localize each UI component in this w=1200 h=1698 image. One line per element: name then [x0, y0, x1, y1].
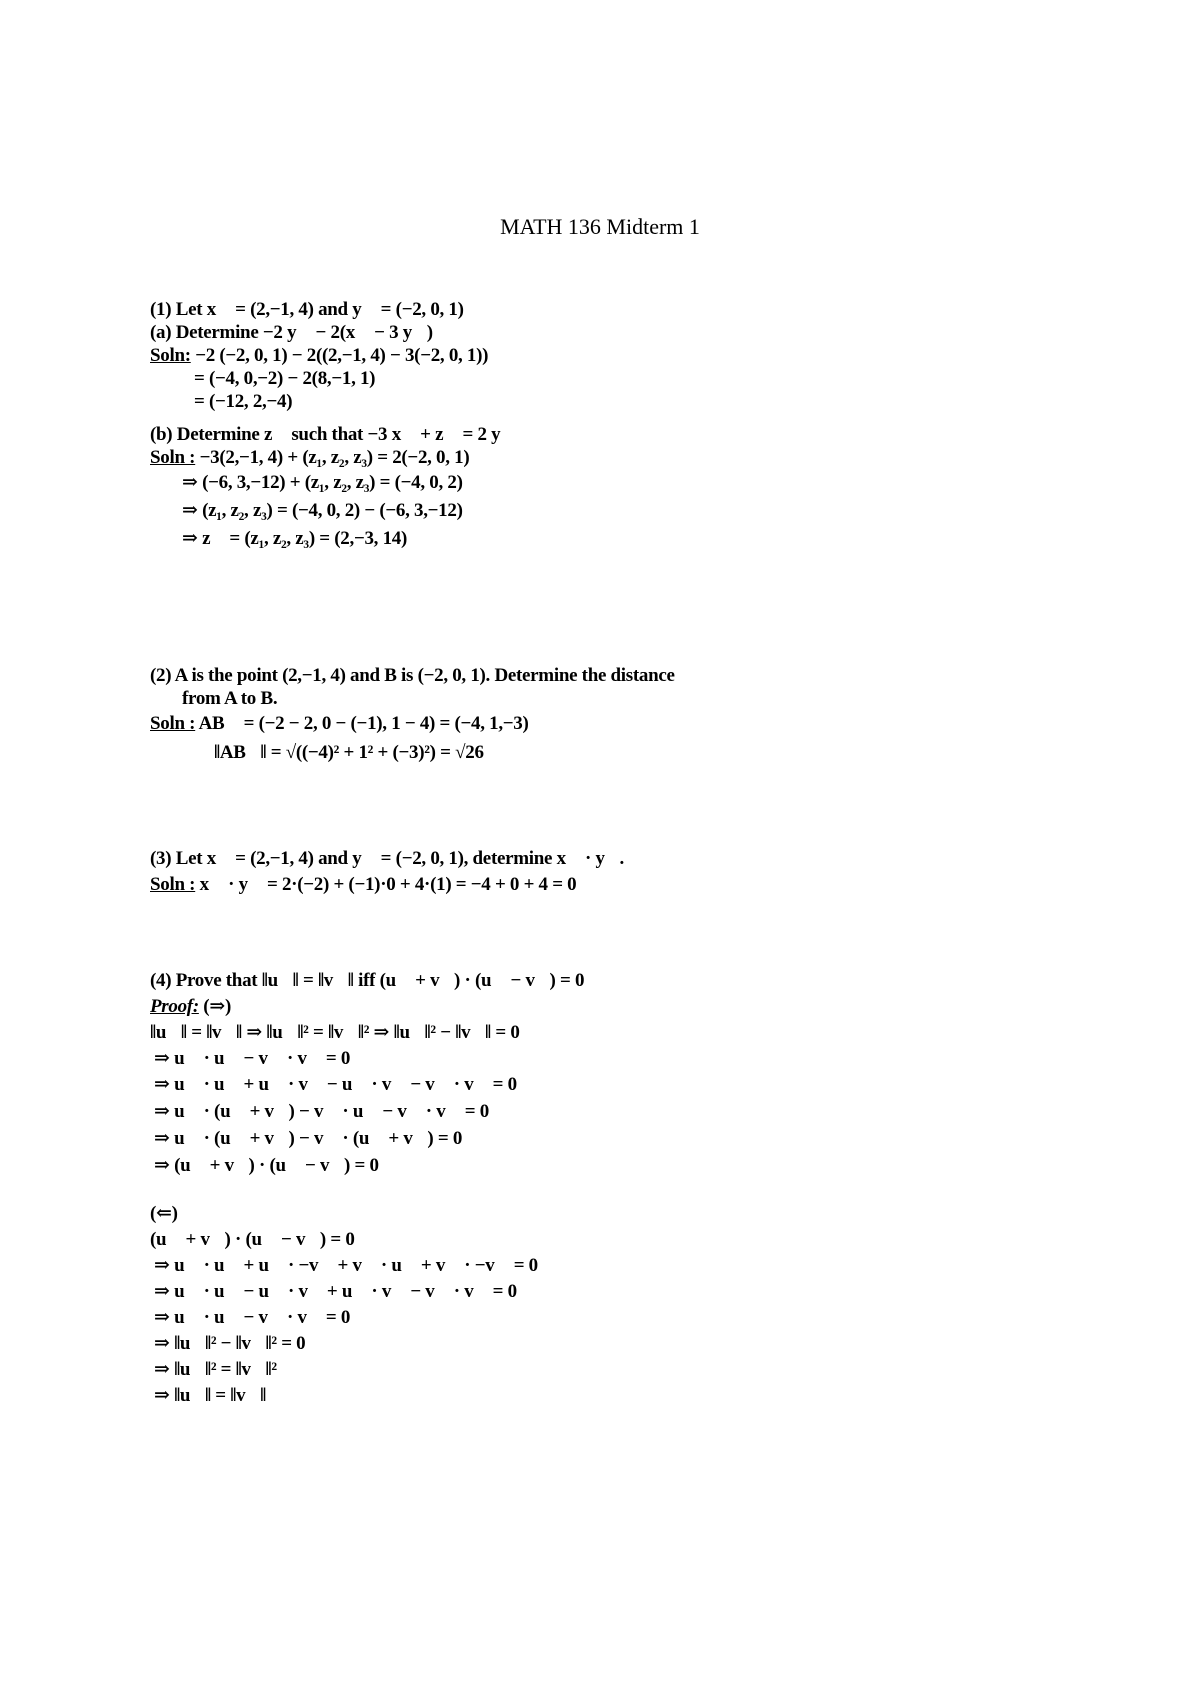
solution-label: Soln :	[150, 874, 196, 895]
proof-label: Proof:	[150, 996, 199, 1017]
q1b-solution-line-1	[150, 446, 1050, 469]
q3-solution-text: x⃗ · y⃗ = 2·(−2) + (−1)·0 + 4·(1) = −4 + 0 + 4 = 0	[195, 874, 577, 895]
solution-label: Soln:	[150, 345, 191, 366]
q4-forward-line-1: ‖u⃗‖ = ‖v⃗‖ ⇒ ‖u⃗‖² = ‖v⃗‖² ⇒ ‖u⃗‖² − ‖v⃗‖ = 0	[150, 1022, 520, 1043]
question-1	[150, 298, 1050, 553]
backward-direction-mark: (⇐)	[150, 1203, 178, 1224]
q2-solution-line-1	[150, 710, 1050, 738]
q2-solution-line-2: ‖AB⃗‖ = √((−4)² + 1² + (−3)²) = √26	[214, 742, 484, 763]
q4-forward-line-3: ⇒ u⃗ · u⃗ + u⃗ · v⃗ − u⃗ · v⃗ − v⃗ · v⃗ = 0	[154, 1074, 517, 1095]
q4-proof-label-line	[150, 994, 1050, 1020]
q2-solution-text: AB⃗ = (−2 − 2, 0 − (−1), 1 − 4) = (−4, 1,−3)	[195, 713, 529, 734]
q4-forward-line-4: ⇒ u⃗ · (u⃗ + v⃗) − v⃗ · u⃗ − v⃗ · v⃗ = 0	[154, 1101, 489, 1122]
q3-solution-line-1	[150, 872, 1050, 898]
q2-statement-line-2: from A to B.	[182, 688, 278, 709]
q4-forward-line-5: ⇒ u⃗ · (u⃗ + v⃗) − v⃗ · (u⃗ + v⃗) = 0	[154, 1128, 463, 1149]
q1a-solution-text: −2 (−2, 0, 1) − 2((2,−1, 4) − 3(−2, 0, 1))	[190, 345, 489, 366]
q4-statement: (4) Prove that ‖u⃗‖ = ‖v⃗‖ iff (u⃗ + v⃗) · (u⃗ − v⃗) = 0	[150, 970, 585, 991]
solution-label: Soln :	[150, 447, 196, 468]
q4-backward-line-7: ⇒ ‖u⃗‖ = ‖v⃗‖	[154, 1385, 266, 1406]
q1b-statement: (b) Determine z⃗ such that −3 x⃗ + z⃗ = 2 y⃗	[150, 424, 516, 445]
q3-statement: (3) Let x⃗ = (2,−1, 4) and y⃗ = (−2, 0, 1), determine x⃗ · y⃗.	[150, 848, 624, 869]
q1a-solution-line-1	[150, 344, 1050, 367]
q4-backward-line-1: (u⃗ + v⃗) · (u⃗ − v⃗) = 0	[150, 1229, 355, 1250]
q4-backward-line-5: ⇒ ‖u⃗‖² − ‖v⃗‖² = 0	[154, 1333, 306, 1354]
q1a-solution-line-3: = (−12, 2,−4)	[194, 391, 293, 412]
q1a-statement: (a) Determine −2 y⃗ − 2(x⃗ − 3 y⃗)	[150, 322, 433, 343]
q1-statement: (1) Let x⃗ = (2,−1, 4) and y⃗ = (−2, 0, 1)	[150, 299, 464, 320]
forward-direction-mark: (⇒)	[198, 996, 231, 1017]
q4-backward-line-3: ⇒ u⃗ · u⃗ − u⃗ · v⃗ + u⃗ · v⃗ − v⃗ · v⃗ = 0	[154, 1281, 517, 1302]
q1a-solution-line-2: = (−4, 0,−2) − 2(8,−1, 1)	[194, 368, 376, 389]
solution-label: Soln :	[150, 713, 196, 734]
q4-backward-line-6: ⇒ ‖u⃗‖² = ‖v⃗‖²	[154, 1359, 277, 1380]
q4-backward-line-2: ⇒ u⃗ · u⃗ + u⃗ · −v⃗ + v⃗ · u⃗ + v⃗ · −v⃗ = 0	[154, 1255, 538, 1276]
question-2	[150, 664, 1050, 768]
q4-forward-line-2: ⇒ u⃗ · u⃗ − v⃗ · v⃗ = 0	[154, 1048, 351, 1069]
q4-backward-line-4: ⇒ u⃗ · u⃗ − v⃗ · v⃗ = 0	[154, 1307, 351, 1328]
document-title: MATH 136 Midterm 1	[500, 214, 700, 239]
q1b-solution-line-3: ⇒ (z₁, z₂, z₃) = (−4, 0, 2) − (−6, 3,−12)	[182, 500, 463, 521]
q4-forward-line-6: ⇒ (u⃗ + v⃗) · (u⃗ − v⃗) = 0	[154, 1155, 379, 1176]
question-3	[150, 846, 1050, 898]
q1b-solution-text: −3(2,−1, 4) + (z₁, z₂, z₃) = 2(−2, 0, 1)	[195, 447, 470, 468]
q2-statement-line-1: (2) A is the point (2,−1, 4) and B is (−2, 0, 1). Determine the distance	[150, 665, 675, 686]
q1b-solution-line-2: ⇒ (−6, 3,−12) + (z₁, z₂, z₃) = (−4, 0, 2)	[182, 472, 463, 493]
q1b-solution-line-4: ⇒ z⃗ = (z₁, z₂, z₃) = (2,−3, 14)	[182, 528, 408, 549]
question-4	[150, 968, 1050, 1409]
